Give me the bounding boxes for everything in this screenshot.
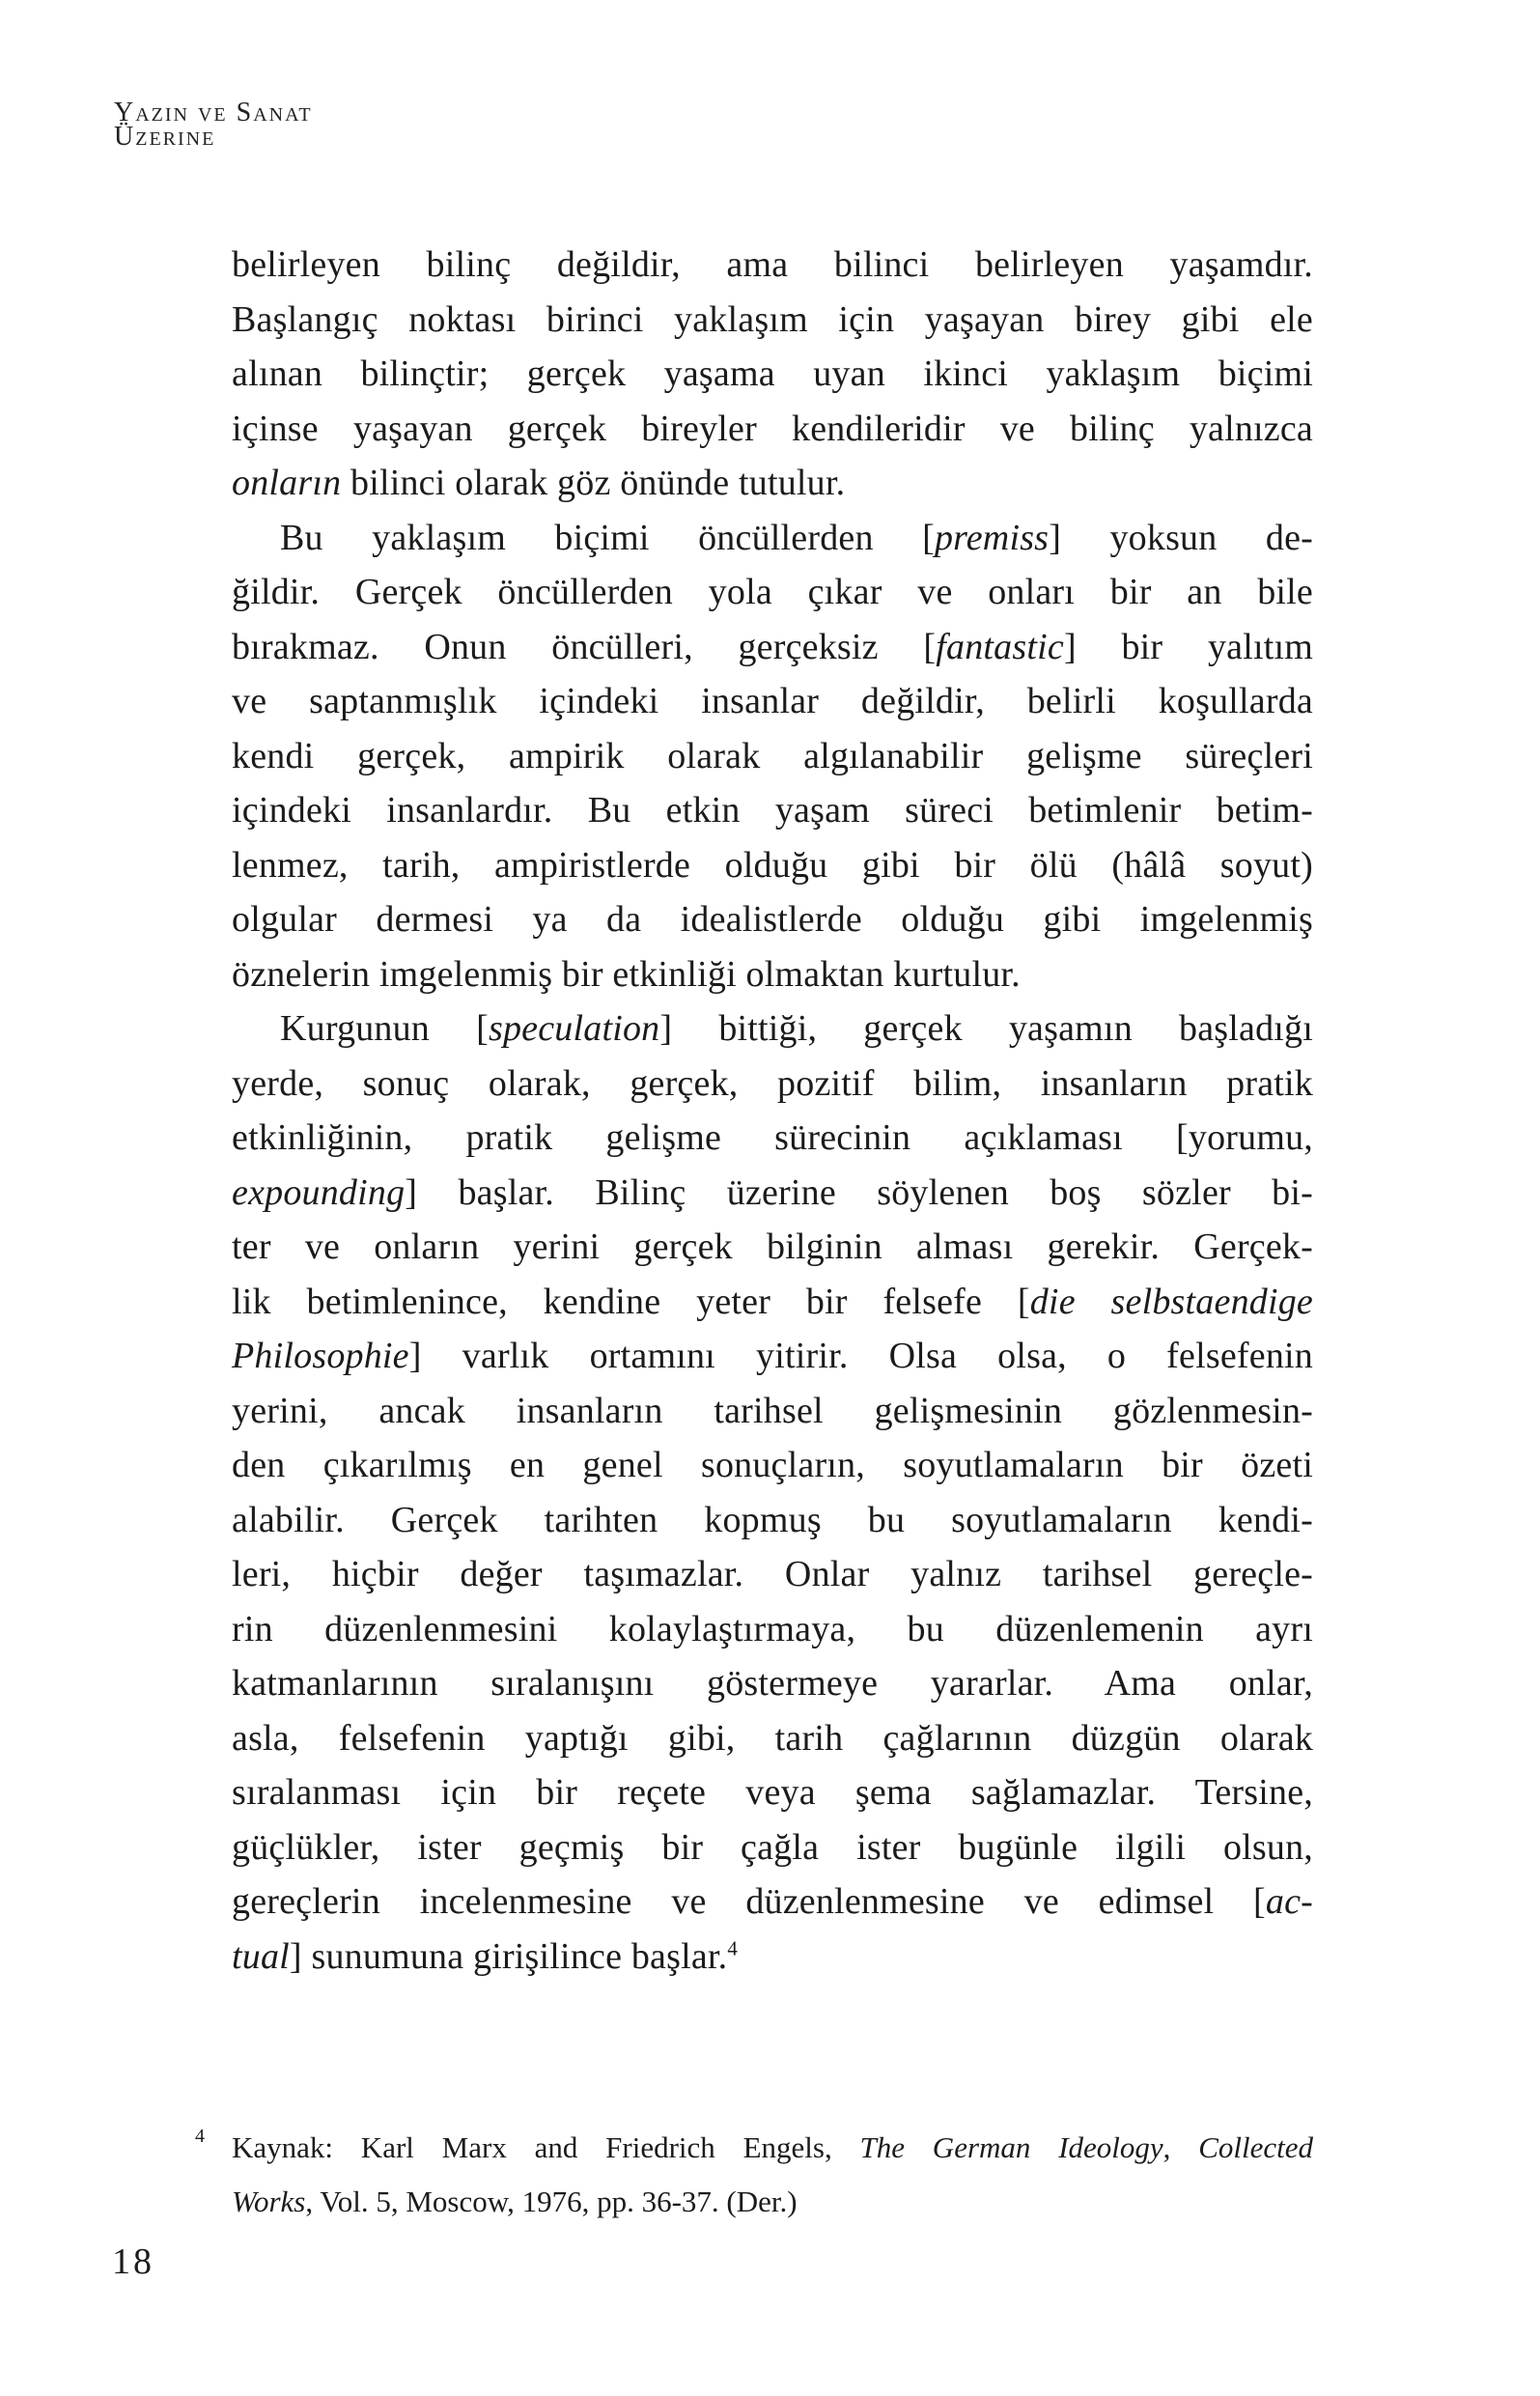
italic-text: onların	[232, 463, 342, 503]
italic-text: tual	[232, 1935, 290, 1977]
text-line	[232, 1166, 1313, 1221]
text-line	[232, 565, 1313, 620]
text-line	[232, 1329, 1313, 1384]
footnote-line	[232, 2175, 1313, 2229]
text-line	[232, 402, 1313, 457]
text-segment: alabilir. Gerçek tarihten kopmuş bu soyutlamaların kendi-	[232, 1499, 1313, 1540]
text-segment: Başlangıç noktası birinci yaklaşım için yaşayan birey gibi ele	[232, 298, 1313, 340]
text-segment: ve saptanmışlık içindeki insanlar değildir, belirli koşullarda	[232, 681, 1313, 721]
text-line	[232, 947, 1313, 1002]
text-segment: öznelerin imgelenmiş bir etkinliği olmaktan kurtulur.	[232, 953, 1021, 995]
text-line	[232, 1275, 1313, 1330]
text-segment: katmanlarının sıralanışını göstermeye yararlar. Ama onlar,	[232, 1663, 1313, 1704]
body-text	[232, 238, 1313, 1984]
text-line	[232, 1220, 1313, 1275]
text-line	[232, 238, 1313, 293]
text-segment: bilinci olarak göz önünde tutulur.	[341, 463, 846, 503]
text-segment: alınan bilinçtir; gerçek yaşama uyan ikinci yaklaşım biçimi	[232, 353, 1313, 394]
text-segment: leri, hiçbir değer taşımazlar. Onlar yalnız tarihsel gereçle-	[232, 1554, 1313, 1594]
text-line	[232, 1438, 1313, 1493]
italic-text: speculation	[488, 1008, 660, 1049]
italic-text: ac-	[1265, 1881, 1313, 1922]
text-line	[232, 1875, 1313, 1930]
text-segment: yerde, sonuç olarak, gerçek, pozitif bilim, insanların pratik	[232, 1062, 1313, 1104]
running-header-line2: Üzerine	[114, 122, 216, 152]
text-segment: ] yoksun de-	[1049, 517, 1313, 558]
text-line	[232, 1820, 1313, 1875]
text-line	[232, 511, 1313, 566]
superscript-footnote-ref: 4	[727, 1935, 739, 1959]
italic-text: die selbstaendige	[1029, 1281, 1313, 1322]
text-line	[232, 674, 1313, 729]
italic-text: fantastic	[936, 626, 1064, 667]
text-line	[232, 293, 1313, 348]
italic-text: Philosophie	[232, 1336, 409, 1376]
text-segment: Kaynak: Karl Marx and Friedrich Engels,	[232, 2130, 860, 2164]
text-segment: den çıkarılmış en genel sonuçların, soyutlamaların bir özeti	[232, 1445, 1313, 1485]
text-segment: içindeki insanlardır. Bu etkin yaşam süreci betimlenir betim-	[232, 790, 1313, 831]
text-line	[232, 1930, 1313, 1985]
text-line	[232, 729, 1313, 784]
text-segment: ter ve onların yerini gerçek bilginin alması gerekir. Gerçek-	[232, 1226, 1313, 1267]
text-line	[232, 783, 1313, 838]
text-segment: ] sunumuna girişilince başlar.	[289, 1935, 728, 1977]
text-segment: Kurgunun [	[280, 1008, 489, 1049]
text-line	[232, 620, 1313, 675]
text-segment: lenmez, tarih, ampiristlerde olduğu gibi bir ölü (hâlâ soyut)	[232, 844, 1313, 886]
text-line	[232, 1384, 1313, 1439]
italic-text: Collected	[1198, 2130, 1313, 2164]
text-segment: ] bittiği, gerçek yaşamın başladığı	[659, 1008, 1313, 1049]
text-line	[232, 456, 1313, 511]
text-line	[232, 1547, 1313, 1602]
italic-text: The German Ideology	[859, 2130, 1163, 2164]
text-segment: içinse yaşayan gerçek bireyler kendileridir ve bilinç yalnızca	[232, 408, 1313, 449]
text-line	[232, 1001, 1313, 1057]
footnote-lines	[232, 2121, 1313, 2229]
text-line	[232, 838, 1313, 893]
text-line	[232, 1711, 1313, 1766]
text-segment: güçlükler, ister geçmiş bir çağla ister bugünle ilgili olsun,	[232, 1826, 1313, 1868]
text-segment: ,	[1162, 2130, 1199, 2164]
text-segment: gereçlerin incelenmesine ve düzenlenmesine ve edimsel [	[232, 1881, 1266, 1922]
text-line	[232, 1656, 1313, 1711]
text-segment: olgular dermesi ya da idealistlerde olduğu gibi imgelenmiş	[232, 899, 1313, 940]
text-line	[232, 1765, 1313, 1820]
footnote	[195, 2121, 1313, 2229]
text-segment: lik betimlenince, kendine yeter bir felsefe [	[232, 1281, 1030, 1322]
text-segment: asla, felsefenin yaptığı gibi, tarih çağlarının düzgün olarak	[232, 1717, 1313, 1759]
italic-text: Works	[232, 2185, 306, 2218]
page-number: 18	[112, 2241, 154, 2282]
running-header-line1: Yazın ve Sanat	[114, 98, 313, 127]
text-segment: yerini, ancak insanların tarihsel gelişmesinin gözlenmesin-	[232, 1390, 1313, 1431]
text-segment: belirleyen bilinç değildir, ama bilinci belirleyen yaşamdır.	[232, 244, 1313, 285]
text-segment: ] varlık ortamını yitirir. Olsa olsa, o felsefenin	[408, 1336, 1313, 1376]
text-line	[232, 1111, 1313, 1166]
text-line	[232, 1493, 1313, 1548]
running-header	[114, 98, 313, 152]
text-segment: rin düzenlenmesini kolaylaştırmaya, bu düzenlemenin ayrı	[232, 1608, 1313, 1649]
text-segment: ] başlar. Bilinç üzerine söylenen boş sözler bi-	[405, 1171, 1313, 1213]
text-line	[232, 1602, 1313, 1657]
text-segment: kendi gerçek, ampirik olarak algılanabilir gelişme süreçleri	[232, 735, 1313, 776]
text-segment: , Vol. 5, Moscow, 1976, pp. 36-37. (Der.)	[305, 2185, 798, 2218]
footnote-line	[232, 2121, 1313, 2175]
text-segment: etkinliğinin, pratik gelişme sürecinin açıklaması [yorumu,	[232, 1117, 1313, 1158]
footnote-marker: 4	[195, 2126, 205, 2147]
text-segment: Bu yaklaşım biçimi öncüllerden [	[280, 517, 935, 558]
italic-text: premiss	[934, 517, 1050, 558]
text-line	[232, 892, 1313, 947]
text-line	[232, 1057, 1313, 1112]
text-line	[232, 347, 1313, 402]
text-segment: sıralanması için bir reçete veya şema sağlamazlar. Tersine,	[232, 1772, 1313, 1813]
text-segment: ] bir yalıtım	[1063, 626, 1314, 667]
text-segment: ğildir. Gerçek öncüllerden yola çıkar ve onları bir an bile	[232, 572, 1313, 612]
italic-text: expounding	[232, 1171, 406, 1213]
text-segment: bırakmaz. Onun öncülleri, gerçeksiz [	[232, 626, 937, 667]
